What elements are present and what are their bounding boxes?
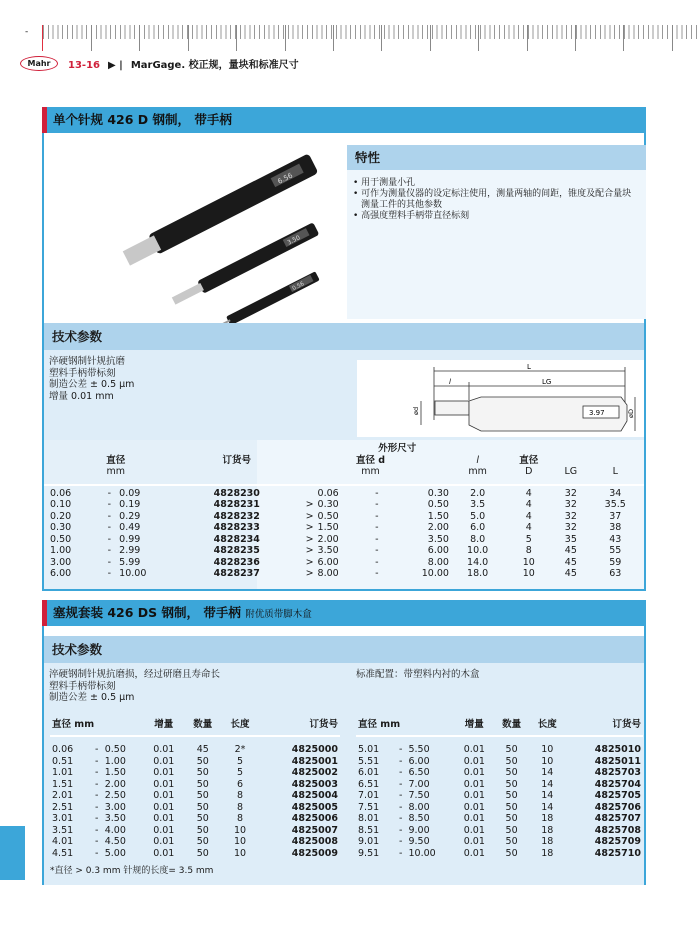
dim-l: l xyxy=(449,378,451,386)
breadcrumb: MarGage. 校正规，量块和标准尺寸 xyxy=(130,60,299,71)
col-header: l xyxy=(476,454,479,466)
standard-config: 标准配置：带塑料内衬的木盒 xyxy=(356,669,480,680)
col-header: 直径 xyxy=(106,454,126,466)
table-ds-right xyxy=(356,715,643,859)
table-row: 5.51 - 6.00 0.01 50 10 4825011 xyxy=(358,755,641,767)
spec-line: 塑料手柄带标刻 xyxy=(49,367,116,379)
table-row: 1.01 - 1.50 0.01 50 5 4825002 xyxy=(52,767,338,778)
spec-line: 增量 0.01 mm xyxy=(49,390,114,402)
dim-D: øD xyxy=(627,409,635,418)
dim-d: ød xyxy=(412,406,420,415)
table-row: 5.01 - 5.50 0.01 50 10 4825010 xyxy=(358,744,641,755)
table-row: 3.01 - 3.50 0.01 50 8 4825006 xyxy=(52,813,338,824)
col-header: 直径 mm xyxy=(52,719,95,730)
table-row: 2.51 - 3.00 0.01 50 8 4825005 xyxy=(52,801,338,813)
table-426d xyxy=(48,443,642,580)
table-row: 0.51 - 1.00 0.01 50 5 4825001 xyxy=(52,755,338,767)
col-header: 订货号 xyxy=(222,454,252,466)
dim-marking: 3.97 xyxy=(589,409,605,417)
col-header: 增量 xyxy=(464,719,484,730)
label-3: 0.56 xyxy=(291,281,306,293)
table-row: 9.01 - 9.50 0.01 50 18 4825709 xyxy=(358,836,641,847)
table-row: 0.10 - 0.19 4828231 > 0.30 - 0.50 3.5 4 32 35.5 xyxy=(50,499,626,510)
col-header: D xyxy=(525,466,533,477)
table-ds-left xyxy=(50,715,340,859)
section-426d xyxy=(42,107,646,591)
table-row: 0.06 - 0.09 4828230 0.06 - 0.30 2.0 4 32 34 xyxy=(50,487,622,499)
spec-line: 淬硬钢制针规抗磨 xyxy=(49,356,126,367)
table-426d-wrap xyxy=(44,440,644,589)
table-row: 0.06 - 0.50 0.01 45 2* 4825000 xyxy=(52,744,338,755)
feature-item: • 用于测量小孔 xyxy=(353,178,416,188)
table-row: 9.51 - 10.00 0.01 50 18 4825710 xyxy=(358,847,641,859)
dim-L: L xyxy=(527,363,531,371)
side-tab xyxy=(0,826,25,880)
col-header: 订货号 xyxy=(309,719,338,730)
col-header: 外形尺寸 xyxy=(378,443,417,454)
table-header xyxy=(50,715,340,736)
features-panel xyxy=(347,145,646,319)
tech-specs xyxy=(44,350,644,440)
table-row: 6.51 - 7.00 0.01 50 14 4825704 xyxy=(358,778,641,790)
label-2: 3.50 xyxy=(286,234,302,247)
features-heading: 特性 xyxy=(347,145,646,170)
table-row: 7.51 - 8.00 0.01 50 14 4825706 xyxy=(358,801,641,813)
arrow-icon: ▶ | xyxy=(107,60,123,71)
col-header: 长度 xyxy=(537,719,557,730)
col-header: mm xyxy=(361,466,380,477)
col-header: 数量 xyxy=(502,719,522,730)
pin-gauges-image xyxy=(44,133,344,323)
footnote: *直径 > 0.3 mm 针规的长度= 3.5 mm xyxy=(50,866,214,876)
page-number: 13-16 xyxy=(68,60,100,71)
page-header-row xyxy=(68,56,299,71)
spec-line: 制造公差 ± 0.5 μm xyxy=(49,692,135,703)
col-header: 数量 xyxy=(193,719,213,730)
table-row: 0.30 - 0.49 4828233 > 1.50 - 2.00 6.0 4 32 38 xyxy=(50,522,622,533)
table-row: 1.51 - 2.00 0.01 50 6 4825003 xyxy=(52,778,338,790)
col-header: L xyxy=(612,466,618,477)
label-1: 6.56 xyxy=(276,171,294,186)
col-header: mm xyxy=(468,466,487,477)
table-row: 3.51 - 4.00 0.01 50 10 4825007 xyxy=(52,824,338,836)
table-row: 2.01 - 2.50 0.01 50 8 4825004 xyxy=(52,790,338,801)
col-header: 直径 d xyxy=(355,454,386,466)
feature-item: • 高强度塑料手柄带直径标刻 xyxy=(353,211,470,221)
col-header: 订货号 xyxy=(612,719,641,730)
table-row: 0.20 - 0.29 4828232 > 0.50 - 1.50 5.0 4 32 37 xyxy=(50,510,622,522)
tech-heading: 技术参数 xyxy=(44,636,644,663)
mahr-logo: Mahr xyxy=(20,56,58,71)
col-header: 直径 mm xyxy=(358,719,401,730)
table-row: 1.00 - 2.99 4828235 > 3.50 - 6.00 10.0 8 45 55 xyxy=(50,545,622,556)
section-title: 单个针规 426 D 钢制， 带手柄 xyxy=(42,107,646,133)
table-row: 6.01 - 6.50 0.01 50 14 4825703 xyxy=(358,767,641,778)
section-426ds xyxy=(42,600,646,885)
table-row: 3.00 - 5.99 4828236 > 6.00 - 8.00 14.0 10 45 59 xyxy=(50,556,622,568)
table-row: 8.01 - 8.50 0.01 50 18 4825707 xyxy=(358,813,641,824)
section-title: 塞规套装 426 DS 钢制， 带手柄 附优质带脚木盒 xyxy=(42,600,646,626)
dim-LG: LG xyxy=(542,378,552,386)
col-header: 直径 xyxy=(519,454,539,466)
spec-line: 塑料手柄带标刻 xyxy=(49,680,116,692)
table-row: 7.01 - 7.50 0.01 50 14 4825705 xyxy=(358,790,641,801)
page-dash: - xyxy=(25,27,29,37)
table-header xyxy=(356,715,643,736)
table-row: 8.51 - 9.00 0.01 50 18 4825708 xyxy=(358,824,641,836)
col-header: LG xyxy=(564,466,578,477)
dimension-drawing xyxy=(357,360,644,437)
col-header: mm xyxy=(106,466,125,477)
feature-item: • 可作为测量仪器的设定标注使用，测量两轴的间距，锥度及配合量块测量工件的其他参数 xyxy=(353,189,632,210)
table-row: 4.51 - 5.00 0.01 50 10 4825009 xyxy=(52,847,338,859)
ruler-decoration xyxy=(42,25,700,51)
tech-heading: 技术参数 xyxy=(44,323,644,350)
col-header: 增量 xyxy=(154,719,174,730)
col-header: 长度 xyxy=(230,719,250,730)
table-row: 0.50 - 0.99 4828234 > 2.00 - 3.50 8.0 5 35 43 xyxy=(50,533,622,545)
spec-line: 淬硬钢制针规抗磨损，经过研磨且寿命长 xyxy=(49,669,221,680)
table-row: 6.00 - 10.00 4828237 > 8.00 - 10.00 18.0 10 45 63 xyxy=(50,568,622,579)
spec-line: 制造公差 ± 0.5 μm xyxy=(49,379,135,390)
table-row: 4.01 - 4.50 0.01 50 10 4825008 xyxy=(52,836,338,847)
product-image-area xyxy=(44,133,644,323)
tech-specs xyxy=(44,663,644,885)
